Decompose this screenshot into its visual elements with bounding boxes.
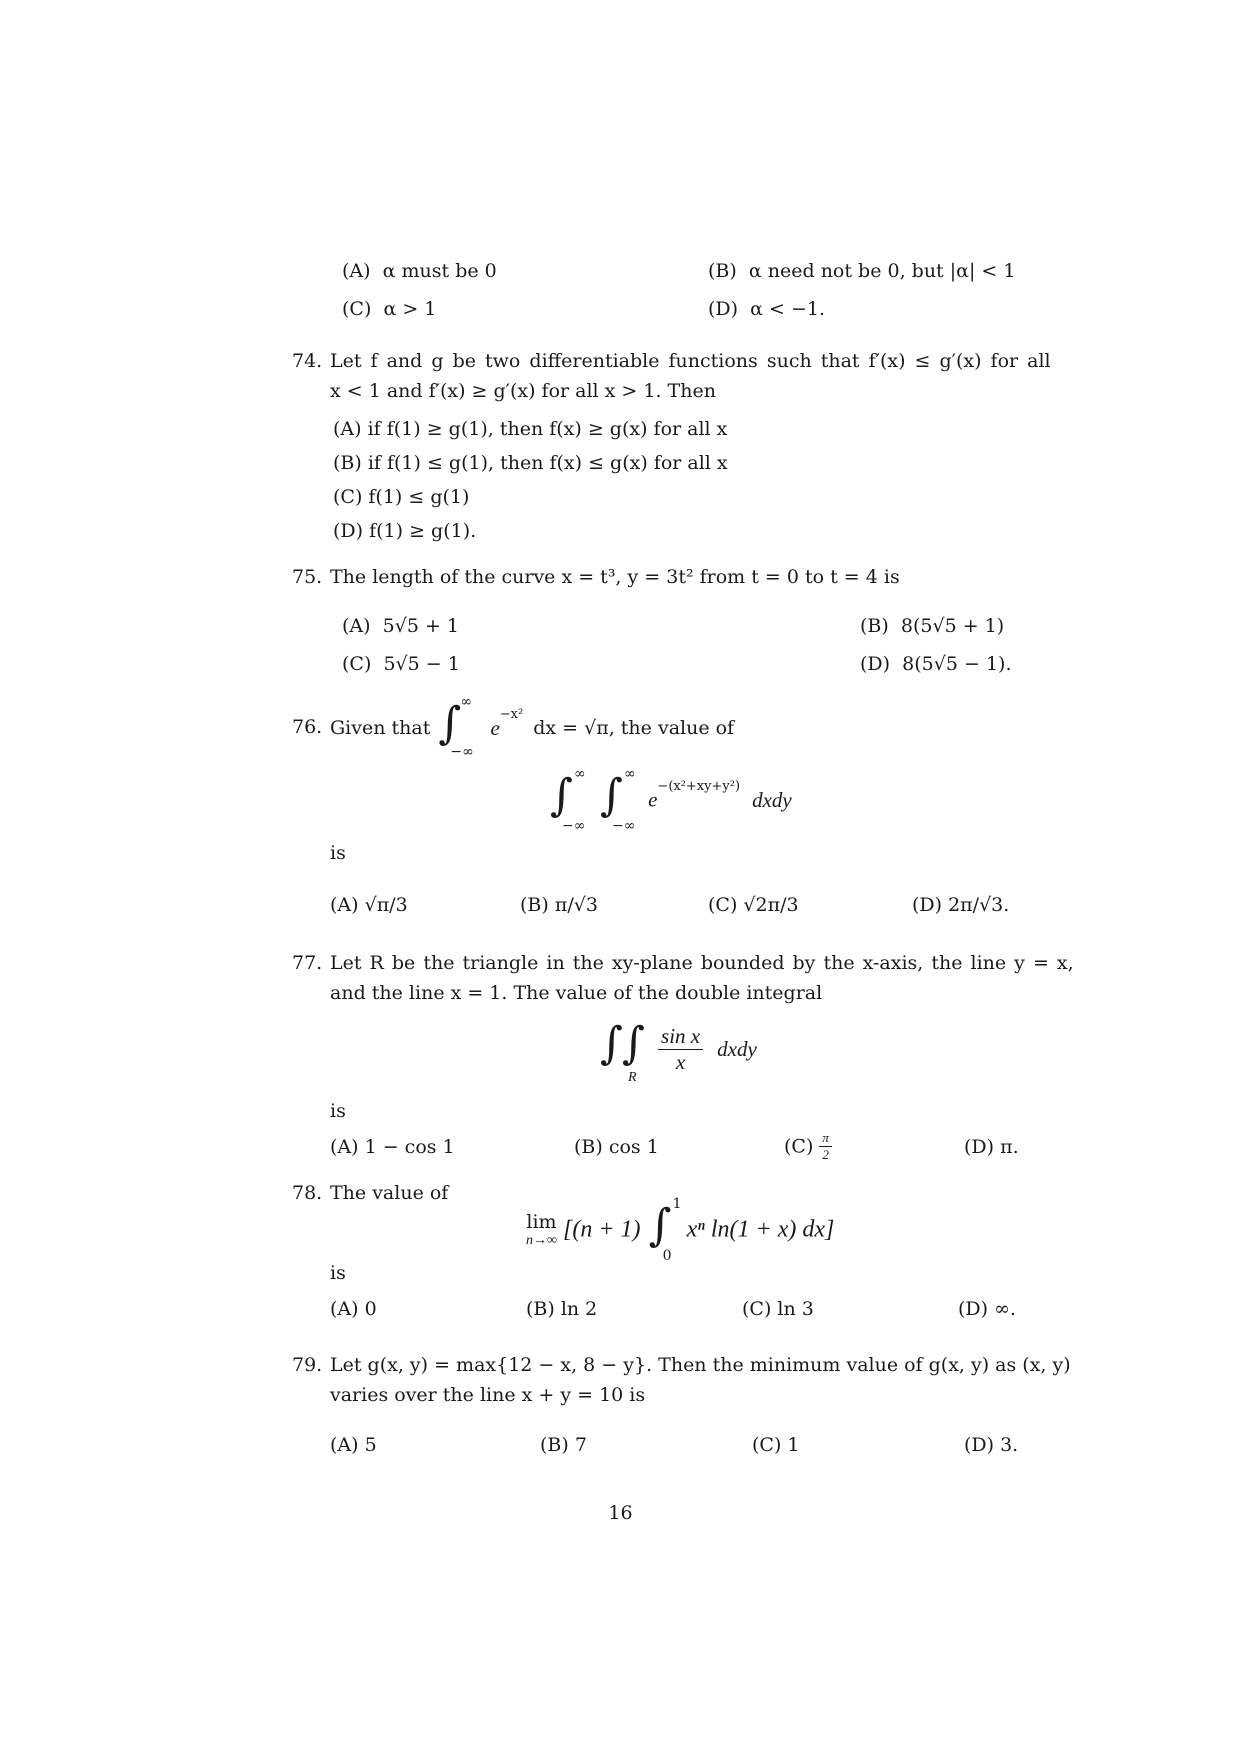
- q76-integral: [436, 694, 476, 760]
- q74-line1: Let f and g be two differentiable functions such that f′(x) ≤ g′(x) for all: [330, 350, 1051, 372]
- q76-inner-integral: [598, 766, 642, 834]
- q79-number: 79.: [292, 1354, 323, 1376]
- q75-option-c: [342, 653, 460, 675]
- q77-number: 77.: [292, 952, 323, 974]
- q76-given-line: [330, 694, 735, 760]
- q79-option-a: (A) 5: [330, 1434, 377, 1456]
- q77-option-c-num: π: [819, 1130, 832, 1147]
- q73-option-a-text: α must be 0: [382, 260, 497, 282]
- q78-option-a: (A) 0: [330, 1298, 377, 1320]
- q75-option-d-label: (D): [860, 653, 891, 675]
- q77-option-a: (A) 1 − cos 1: [330, 1136, 455, 1158]
- q74-option-c: (C) f(1) ≤ g(1): [333, 486, 470, 508]
- q75-option-d: [860, 653, 1011, 675]
- q78-limit: [526, 1211, 557, 1249]
- q77-option-c-label: (C): [784, 1135, 814, 1158]
- q76-number: 76.: [292, 716, 323, 738]
- q76-inner-upper: ∞: [624, 766, 636, 782]
- q77-is: is: [330, 1100, 346, 1122]
- q76-given: Given that: [330, 717, 431, 739]
- q77-fraction: [658, 1024, 703, 1075]
- page-number: 16: [608, 1502, 633, 1524]
- q78-is: is: [330, 1262, 346, 1284]
- q76-option-b: (B) π/√3: [520, 894, 598, 916]
- q78-lower: 0: [662, 1248, 672, 1264]
- q77-line2: and the line x = 1. The value of the double integral: [330, 982, 823, 1004]
- q76-inner-lower: −∞: [612, 818, 636, 834]
- q73-option-a-label: (A): [342, 260, 371, 282]
- q76-lower: −∞: [450, 744, 474, 760]
- q78-lim-sub: n→∞: [526, 1233, 557, 1248]
- q75-number: 75.: [292, 566, 323, 588]
- q78-expr-post: xⁿ ln(1 + x) dx]: [686, 1216, 835, 1243]
- q79-line1: Let g(x, y) = max{12 − x, 8 − y}. Then the minimum value of g(x, y) as (x, y): [330, 1354, 1071, 1376]
- q75-option-b-label: (B): [860, 615, 889, 637]
- q73-option-d: [708, 298, 825, 320]
- q77-dxdy: dxdy: [717, 1036, 757, 1061]
- q73-option-c: [342, 298, 436, 320]
- q75-option-d-text: 8(5√5 − 1).: [902, 653, 1012, 675]
- q74-option-a: (A) if f(1) ≥ g(1), then f(x) ≥ g(x) for all x: [333, 418, 728, 440]
- q77-double-integral: [600, 1016, 757, 1085]
- q76-outer-lower: −∞: [562, 818, 586, 834]
- integral-sign-icon: ∫: [648, 1200, 672, 1251]
- q74-option-b: (B) if f(1) ≤ g(1), then f(x) ≤ g(x) for all x: [333, 452, 728, 474]
- q78-upper: 1: [672, 1196, 682, 1212]
- q78-stem: The value of: [330, 1182, 449, 1204]
- q78-expr-pre: [(n + 1): [563, 1216, 641, 1243]
- q78-option-b: (B) ln 2: [526, 1298, 598, 1320]
- q73-option-c-text: α > 1: [383, 298, 437, 320]
- q77-denominator: x: [675, 1049, 686, 1074]
- q76-dx: dx = √π, the value of: [533, 717, 735, 739]
- q76-double-exp: −(x²+xy+y²): [657, 778, 741, 794]
- q77-option-d: (D) π.: [964, 1136, 1019, 1158]
- q74-number: 74.: [292, 350, 323, 372]
- q76-double-integrand: e: [648, 787, 658, 812]
- q73-option-c-label: (C): [342, 298, 372, 320]
- q78-number: 78.: [292, 1182, 323, 1204]
- q73-option-b-label: (B): [708, 260, 737, 282]
- q77-option-c-den: 2: [822, 1147, 829, 1162]
- q76-option-d: (D) 2π/√3.: [912, 894, 1010, 916]
- integral-sign-icon: ∫: [600, 770, 623, 821]
- q75-option-c-text: 5√5 − 1: [383, 653, 460, 675]
- integral-sign-icon: ∫: [600, 1018, 623, 1069]
- q73-option-b: [708, 260, 1015, 282]
- q76-is: is: [330, 842, 346, 864]
- q75-option-b: [860, 615, 1004, 637]
- q78-integral: [647, 1196, 682, 1264]
- q75-option-b-text: 8(5√5 + 1): [900, 615, 1005, 637]
- q76-outer-integral: [548, 766, 592, 834]
- q73-option-a: [342, 260, 497, 282]
- q78-option-c: (C) ln 3: [742, 1298, 814, 1320]
- q74-line2: x < 1 and f′(x) ≥ g′(x) for all x > 1. Then: [330, 380, 716, 402]
- q73-option-d-text: α < −1.: [750, 298, 826, 320]
- q75-option-a: [342, 615, 459, 637]
- q73-option-b-text: α need not be 0, but |α| < 1: [748, 260, 1016, 282]
- q76-double-integral: [548, 766, 792, 834]
- q76-upper: ∞: [460, 694, 473, 710]
- q76-integrand: e: [490, 715, 500, 740]
- q75-option-a-label: (A): [342, 615, 371, 637]
- q75-stem: The length of the curve x = t³, y = 3t² from t = 0 to t = 4 is: [330, 566, 900, 588]
- integral-sign-icon: ∫: [550, 770, 573, 821]
- q77-option-c-fraction: [819, 1130, 832, 1163]
- q76-dxdy: dxdy: [752, 787, 792, 812]
- q77-line1: Let R be the triangle in the xy-plane bounded by the x-axis, the line y = x,: [330, 952, 1074, 974]
- q77-option-c: [784, 1130, 832, 1163]
- q79-option-d: (D) 3.: [964, 1434, 1019, 1456]
- integral-sign-icon: ∫: [438, 698, 462, 749]
- q75-option-a-text: 5√5 + 1: [382, 615, 460, 637]
- q73-option-d-label: (D): [708, 298, 739, 320]
- q77-region: R: [628, 1070, 637, 1085]
- q78-lim: lim: [526, 1211, 557, 1233]
- q76-option-a: (A) √π/3: [330, 894, 408, 916]
- q79-option-b: (B) 7: [540, 1434, 587, 1456]
- q76-integrand-exp: −x²: [499, 706, 524, 722]
- q77-numerator: sin x: [658, 1024, 703, 1050]
- q79-line2: varies over the line x + y = 10 is: [330, 1384, 646, 1406]
- q74-option-d: (D) f(1) ≥ g(1).: [333, 520, 477, 542]
- integral-sign-icon: ∫: [622, 1018, 645, 1069]
- q78-limit-expression: [526, 1196, 835, 1264]
- q79-option-c: (C) 1: [752, 1434, 800, 1456]
- q76-option-c: (C) √2π/3: [708, 894, 799, 916]
- q76-outer-upper: ∞: [574, 766, 586, 782]
- q77-integral-signs: [600, 1016, 648, 1085]
- q77-option-b: (B) cos 1: [574, 1136, 659, 1158]
- q78-option-d: (D) ∞.: [958, 1298, 1016, 1320]
- q75-option-c-label: (C): [342, 653, 372, 675]
